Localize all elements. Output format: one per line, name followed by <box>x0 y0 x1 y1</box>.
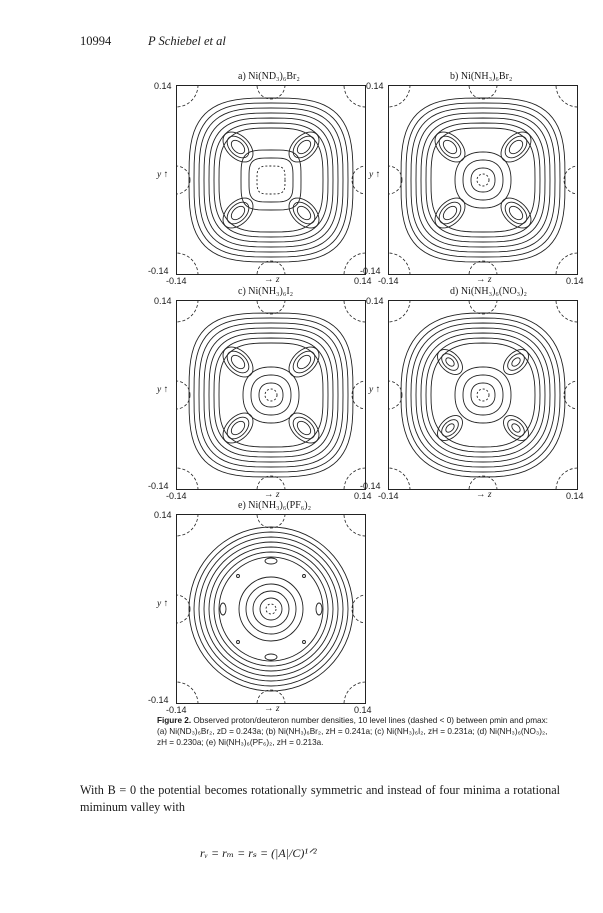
panel-label: d) Ni(NH₃)₆(NO₃)₂ <box>450 286 527 297</box>
panel-label: e) Ni(NH₃)₆(PF₆)₂ <box>238 500 312 511</box>
density-contours <box>189 98 353 262</box>
y-tick-min: -0.14 <box>360 481 381 491</box>
y-axis-label: y ↑ <box>369 170 381 180</box>
caption-text: Observed proton/deuteron number densities, 10 level lines (dashed < 0) between ρmin and ρmax: (a) Ni(ND₃)₆Br₂, zD = 0.243a; (b) Ni(NH₃)₆Br₂, zH = 0.241a; (c) Ni(NH₃)₆I₂, zH = 0.231a; (d) Ni(NH₃)₆(NO₃)₂, zH = 0.230a; (e) Ni(NH₃)₆(PF₆)₂, zH = 0.213a. <box>157 716 548 747</box>
x-tick-max: 0.14 <box>354 705 372 715</box>
x-tick-min: -0.14 <box>166 276 187 286</box>
density-contours <box>401 313 565 477</box>
contour-plot <box>176 85 366 275</box>
x-axis-label: → z <box>264 490 280 500</box>
x-axis-label: → z <box>264 704 280 714</box>
x-tick-max: 0.14 <box>566 276 584 286</box>
density-panel-e <box>176 514 366 704</box>
negative-contours <box>176 85 366 275</box>
y-tick-max: 0.14 <box>366 296 384 306</box>
density-panel-a <box>176 85 366 275</box>
y-tick-max: 0.14 <box>154 510 172 520</box>
body-paragraph: With B = 0 the potential becomes rotationally symmetric and instead of four minima a rotational miminum valley with <box>80 783 560 814</box>
x-tick-min: -0.14 <box>378 276 399 286</box>
panel-label: a) Ni(ND₃)₆Br₂ <box>238 71 300 82</box>
y-tick-max: 0.14 <box>366 81 384 91</box>
density-contours <box>189 313 353 477</box>
panel-label: c) Ni(NH₃)₆I₂ <box>238 286 294 297</box>
density-panel-b <box>388 85 578 275</box>
x-tick-min: -0.14 <box>378 491 399 501</box>
equation: rᵥ = rₘ = rₛ = (|A|/C)¹ᐟ² <box>200 846 317 860</box>
y-tick-max: 0.14 <box>154 81 172 91</box>
y-tick-min: -0.14 <box>360 266 381 276</box>
plot-frame <box>177 515 366 704</box>
y-tick-min: -0.14 <box>148 695 169 705</box>
y-axis-label: y ↑ <box>157 385 169 395</box>
density-contours <box>401 98 565 262</box>
density-contours <box>189 527 353 691</box>
page-number: 10994 <box>80 34 112 48</box>
x-axis-label: → z <box>476 490 492 500</box>
x-tick-min: -0.14 <box>166 491 187 501</box>
plot-frame <box>389 301 578 490</box>
y-tick-min: -0.14 <box>148 266 169 276</box>
x-tick-min: -0.14 <box>166 705 187 715</box>
running-header-authors: P Schiebel et al <box>148 34 226 48</box>
y-axis-label: y ↑ <box>369 385 381 395</box>
y-tick-max: 0.14 <box>154 296 172 306</box>
negative-contours <box>388 85 578 275</box>
figure-caption <box>157 715 555 748</box>
y-tick-min: -0.14 <box>148 481 169 491</box>
contour-plot <box>176 300 366 490</box>
x-tick-max: 0.14 <box>354 276 372 286</box>
y-axis-label: y ↑ <box>157 599 169 609</box>
y-axis-label: y ↑ <box>157 170 169 180</box>
density-panel-c <box>176 300 366 490</box>
panel-label: b) Ni(NH₃)₆Br₂ <box>450 71 513 82</box>
negative-contours <box>176 514 366 704</box>
density-panel-d <box>388 300 578 490</box>
contour-plot <box>388 300 578 490</box>
caption-figure-number: Figure 2. <box>157 716 192 725</box>
x-axis-label: → z <box>476 275 492 285</box>
x-axis-label: → z <box>264 275 280 285</box>
contour-plot <box>176 514 366 704</box>
contour-plot <box>388 85 578 275</box>
x-tick-max: 0.14 <box>354 491 372 501</box>
negative-contours <box>388 300 578 490</box>
negative-contours <box>176 300 366 490</box>
x-tick-max: 0.14 <box>566 491 584 501</box>
